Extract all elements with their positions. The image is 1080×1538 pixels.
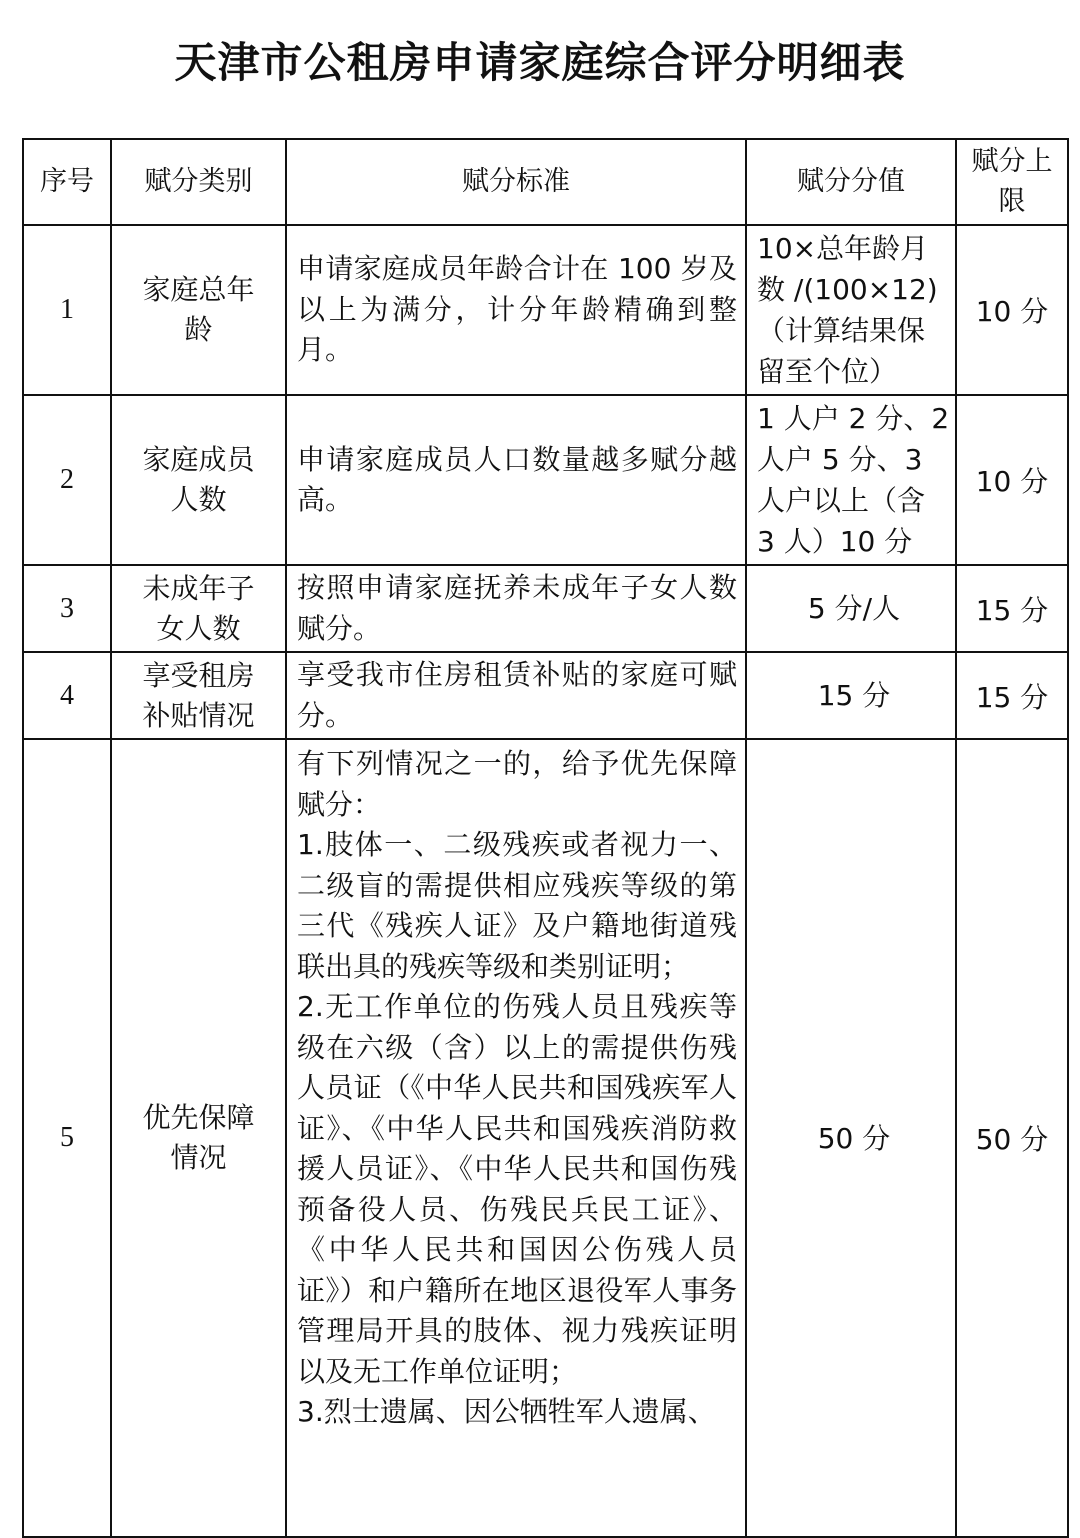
row-standard: 按照申请家庭抚养未成年子女人数赋分。 bbox=[286, 565, 746, 652]
table-row bbox=[23, 395, 1068, 565]
table-row bbox=[23, 739, 1068, 1537]
standard-item-2: 2.无工作单位的伤残人员且残疾等级在六级（含）以上的需提供伤残人员证（《中华人民共和国残疾军人证》、《中华人民共和国残疾消防救援人员证》、《中华人民共和国伤残预备役人员、伤残民兵民工证》、《中华人民共和国因公伤残人员证》）和户籍所在地区退役军人事务管理局开具的肢体、视力残疾证明以及无工作单位证明； bbox=[297, 990, 737, 1388]
row-category: 未成年子女人数 bbox=[111, 565, 286, 652]
row-category: 优先保障情况 bbox=[111, 739, 286, 1537]
header-standard: 赋分标准 bbox=[286, 139, 746, 225]
row-max: 10 分 bbox=[956, 395, 1068, 565]
row-max: 50 分 bbox=[956, 739, 1068, 1537]
row-no: 3 bbox=[23, 565, 111, 652]
row-no: 4 bbox=[23, 652, 111, 739]
standard-intro: 有下列情况之一的，给予优先保障赋分： bbox=[297, 747, 737, 821]
row-no: 5 bbox=[23, 739, 111, 1537]
table-header-row bbox=[23, 139, 1068, 225]
row-standard bbox=[286, 739, 746, 1537]
row-value: 10×总年龄月数 /(100×12)（计算结果保留至个位） bbox=[746, 225, 956, 395]
row-max: 15 分 bbox=[956, 652, 1068, 739]
table-row bbox=[23, 565, 1068, 652]
row-no: 2 bbox=[23, 395, 111, 565]
table-row bbox=[23, 225, 1068, 395]
row-value: 1 人户 2 分、2 人户 5 分、3 人户以上（含 3 人）10 分 bbox=[746, 395, 956, 565]
row-max: 10 分 bbox=[956, 225, 1068, 395]
row-standard: 申请家庭成员年龄合计在 100 岁及以上为满分，计分年龄精确到整月。 bbox=[286, 225, 746, 395]
row-standard: 享受我市住房租赁补贴的家庭可赋分。 bbox=[286, 652, 746, 739]
header-max: 赋分上限 bbox=[956, 139, 1068, 225]
header-no: 序号 bbox=[23, 139, 111, 225]
row-value: 15 分 bbox=[746, 652, 956, 739]
row-category: 家庭总年龄 bbox=[111, 225, 286, 395]
table-row bbox=[23, 652, 1068, 739]
row-standard: 申请家庭成员人口数量越多赋分越高。 bbox=[286, 395, 746, 565]
standard-item-3: 3.烈士遗属、因公牺牲军人遗属、 bbox=[297, 1395, 716, 1428]
header-value: 赋分分值 bbox=[746, 139, 956, 225]
header-category: 赋分类别 bbox=[111, 139, 286, 225]
row-max: 15 分 bbox=[956, 565, 1068, 652]
row-value: 50 分 bbox=[746, 739, 956, 1537]
standard-item-1: 1.肢体一、二级残疾或者视力一、二级盲的需提供相应残疾等级的第三代《残疾人证》及户籍地街道残联出具的残疾等级和类别证明； bbox=[297, 828, 737, 983]
page-title: 天津市公租房申请家庭综合评分明细表 bbox=[174, 38, 906, 87]
row-no: 1 bbox=[23, 225, 111, 395]
row-category: 享受租房补贴情况 bbox=[111, 652, 286, 739]
scoring-table bbox=[22, 138, 1069, 1538]
row-category: 家庭成员人数 bbox=[111, 395, 286, 565]
row-value: 5 分/人 bbox=[746, 565, 956, 652]
